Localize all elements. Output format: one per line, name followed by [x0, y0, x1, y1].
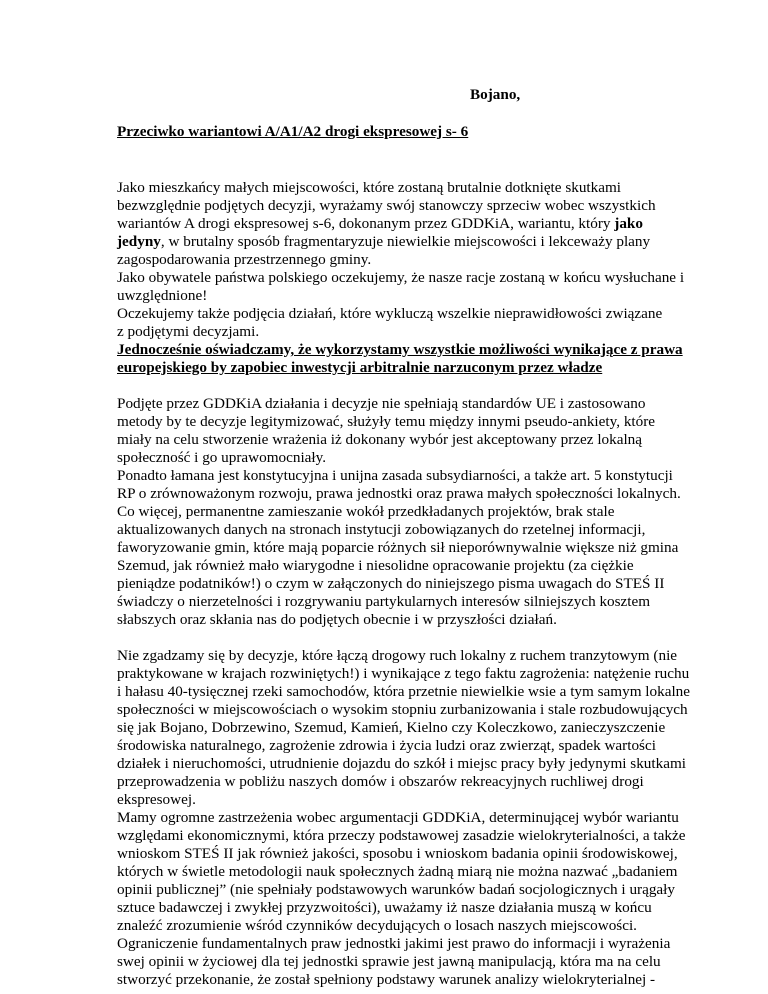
text-line: uwzględnione! — [117, 287, 208, 304]
text-line: znaleźć zrozumienie wśród czynników decydujących o losach naszych miejscowości. — [117, 917, 637, 934]
text-line: których w świetle metodologii nauk społecznych żadną miarą nie można nazwać „badaniem — [117, 863, 678, 880]
text-line: względami ekonomicznymi, która przeczy podstawowej zasadzie wielokryterialności, a także — [117, 827, 686, 844]
text-line: Jako obywatele państwa polskiego oczekujemy, że nasze racje zostaną w końcu wysłuchane i — [117, 269, 685, 286]
text-line: Podjęte przez GDDKiA działania i decyzje nie spełniają standardów UE i zastosowano — [117, 395, 646, 412]
text-run: wariantów A drogi ekspresowej s-6, dokonanym przez GDDKiA, wariantu, który — [117, 215, 615, 232]
document-title: Przeciwko wariantowi A/A1/A2 drogi ekspresowej s- 6 — [117, 123, 469, 140]
text-line: swej opinii w życiowej dla tej jednostki sprawie jest jawną manipulacją, która ma na celu — [117, 953, 661, 970]
text-line: Oczekujemy także podjęcia działań, które wykluczą wszelkie nieprawidłowości związane — [117, 305, 663, 322]
text-line: aktualizowanych danych na stronach instytucji zobowiązanych do rzetelnej informacji, — [117, 521, 646, 538]
text-line: metody by te decyzje legitymizować, służyły temu między innymi pseudo-ankiety, które — [117, 413, 656, 430]
text-line — [117, 215, 643, 233]
text-line: świadczy o nierzetelności i rozgrywaniu partykularnych interesów silniejszych kosztem — [117, 593, 651, 610]
text-line: Szemud, jak również mało wiarygodne i niesolidne opracowanie projektu (za ciężkie — [117, 557, 634, 574]
text-line: wnioskom STEŚ II jak również jakości, sposobu i wnioskom badania opinii środowiskowej, — [117, 845, 678, 862]
text-line: Ponadto łamana jest konstytucyjna i unijna zasada subsydiarności, a także art. 5 konstytucji — [117, 467, 673, 484]
text-line: działek i nieruchomości, utrudnienie dojazdu do szkół i miejsc pracy były jedynymi skutkami — [117, 755, 686, 772]
text-line — [117, 233, 650, 251]
text-line: i hałasu 40-tysięcznej rzeki samochodów, która przetnie niewielkie wsie a tym samym lokalne — [117, 683, 691, 700]
text-line: ekspresowej. — [117, 791, 196, 808]
text-line: Mamy ogromne zastrzeżenia wobec argumentacji GDDKiA, determinującej wybór wariantu — [117, 809, 679, 826]
text-line: miały na celu stworzenie wrażenia iż dokonany wybór jest akceptowany przez lokalną — [117, 431, 643, 448]
declaration-line: Jednocześnie oświadczamy, że wykorzystamy wszystkie możliwości wynikające z prawa — [117, 341, 683, 358]
text-line: praktykowane w krajach rozwiniętych!) i wynikające z tego faktu zagrożenia: natężenie ruchu — [117, 665, 690, 682]
text-line: słabszych oraz skłania nas do podjętych obecnie i w przyszłości działań. — [117, 611, 557, 628]
text-line: z podjętymi decyzjami. — [117, 323, 260, 340]
text-line: pieniądze podatników!) o czym w załączonych do niniejszego pisma uwagach do STEŚ II — [117, 575, 665, 592]
bold-word: jedyny — [117, 233, 161, 250]
text-line: Nie zgadzamy się by decyzje, które łączą drogowy ruch lokalny z ruchem tranzytowym (nie — [117, 647, 678, 664]
text-line: środowiska naturalnego, zagrożenie zdrowia i życia ludzi oraz zwierząt, spadek wartości — [117, 737, 656, 754]
text-line: Co więcej, permanentne zamieszanie wokół przedkładanych projektów, brak stale — [117, 503, 615, 520]
text-run: , w brutalny sposób fragmentaryzuje niewielkie miejscowości i lekceważy plany — [160, 233, 651, 250]
text-line: Ograniczenie fundamentalnych praw jednostki jakimi jest prawo do informacji i wyrażenia — [117, 935, 671, 952]
text-line: faworyzowanie gmin, które mają poparcie różnych sił nieporównywalnie większe niż gmina — [117, 539, 679, 556]
text-line: społeczność i go uprawomocniały. — [117, 449, 327, 466]
text-line: bezwzględnie podjętych decyzji, wyrażamy swój stanowczy sprzeciw wobec wszystkich — [117, 197, 656, 214]
declaration-line: europejskiego by zapobiec inwestycji arbitralnie narzuconym przez władze — [117, 359, 603, 376]
text-line: społeczności w miejscowościach o wysokim stopniu zurbanizowania i stale rozbudowujących — [117, 701, 688, 718]
place-heading: Bojano, — [470, 86, 521, 103]
text-line: Jako mieszkańcy małych miejscowości, które zostaną brutalnie dotknięte skutkami — [117, 179, 621, 196]
text-line: stworzyć przekonanie, że został spełniony podstawy warunek analizy wielokryterialnej - — [117, 971, 656, 988]
text-line: opinii publicznej” (nie spełniały podstawowych warunków badań socjologicznych i urągały — [117, 881, 675, 898]
text-line: zagospodarowania przestrzennego gminy. — [117, 251, 372, 268]
text-line: się jak Bojano, Dobrzewino, Szemud, Kamień, Kielno czy Koleczkowo, zanieczyszczenie — [117, 719, 666, 736]
text-line: sztuce badawczej i zwykłej przyzwoitości), uważamy iż nasze działania muszą w końcu — [117, 899, 652, 916]
text-line: RP o zrównoważonym rozwoju, prawa jednostki oraz prawa małych społeczności lokalnych. — [117, 485, 681, 502]
text-line: przeprowadzenia w pobliżu naszych domów i obszarów rekreacyjnych ruchliwej drogi — [117, 773, 644, 790]
bold-word: jako — [614, 215, 643, 232]
